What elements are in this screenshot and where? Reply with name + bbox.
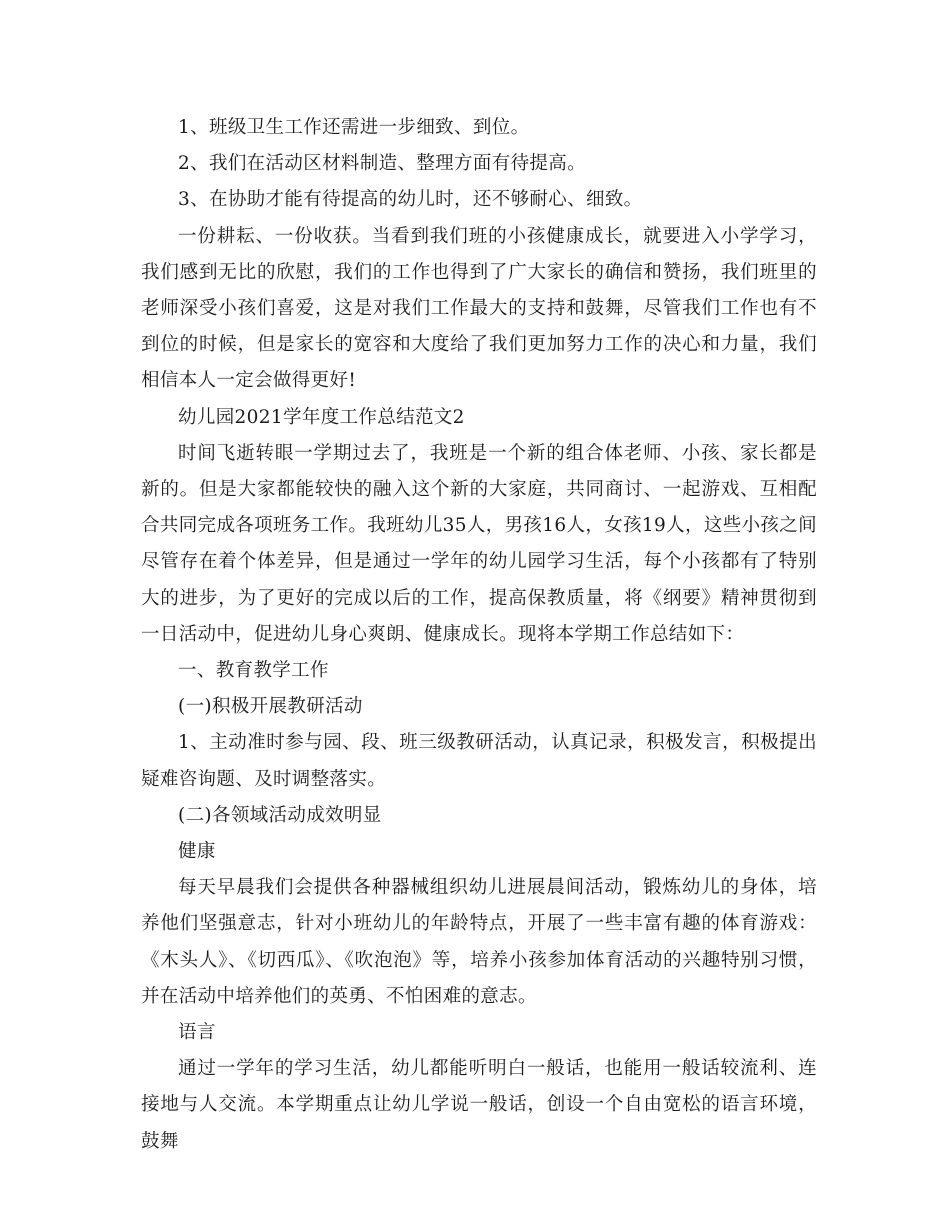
paragraph-language: 通过一学年的学习生活，幼儿都能听明白一般话，也能用一般话较流利、连接地与人交流。本学期重点让幼儿学说一般话，创设一个自由宽松的语言环境，鼓舞 xyxy=(141,1058,817,1152)
paragraph-research: 1、主动准时参与园、段、班三级教研活动，认真记录，积极发言，积极提出疑难咨询题、及时调整落实。 xyxy=(141,732,817,790)
paragraph-intro: 时间飞逝转眼一学期过去了，我班是一个新的组合体老师、小孩、家长都是新的。但是大家都能较快的融入这个新的大家庭，共同商讨、一起游戏、互相配合共同完成各项班务工作。我班幼儿35人，男孩16人，女孩19人，这些小孩之间尽管存在着个体差异，但是通过一学年的幼儿园学习生活，每个小孩都有了特别大的进步，为了更好的完成以后的工作，提高保教质量，将《纲要》精神贯彻到一日活动中，促进幼儿身心爽朗、健康成长。现将本学期工作总结如下： xyxy=(141,442,817,645)
subheading-research: (一)积极开展教研活动 xyxy=(178,696,363,718)
paragraph-health: 每天早晨我们会提供各种器械组织幼儿进展晨间活动，锻炼幼儿的身体，培养他们坚强意志，针对小班幼儿的年龄特点，开展了一些丰富有趣的体育游戏：《木头人》、《切西瓜》、《吹泡泡》等，培养小孩参加体育活动的兴趣特别习惯，并在活动中培养他们的英勇、不怕困难的意志。 xyxy=(141,877,817,1007)
paragraph-materials: 2、我们在活动区材料制造、整理方面有待提高。 xyxy=(178,153,586,175)
heading-teaching-work: 一、教育教学工作 xyxy=(178,660,329,682)
paragraph-hygiene: 1、班级卫生工作还需进一步细致、到位。 xyxy=(178,117,530,138)
document-body xyxy=(141,110,817,1160)
paragraph-patience: 3、在协助才能有待提高的幼儿时，还不够耐心、细致。 xyxy=(178,189,643,211)
heading-health: 健康 xyxy=(178,841,216,863)
heading-language: 语言 xyxy=(178,1022,216,1044)
section-heading-summary-2: 幼儿园2021学年度工作总结范文2 xyxy=(178,406,465,428)
paragraph-harvest: 一份耕耘、一份收获。当看到我们班的小孩健康成长，就要进入小学学习，我们感到无比的欣慰，我们的工作也得到了广大家长的确信和赞扬，我们班里的老师深受小孩们喜爱，这是对我们工作最大的支持和鼓舞，尽管我们工作也有不到位的时候，但是家长的宽容和大度给了我们更加努力工作的决心和力量，我们相信本人一定会做得更好! xyxy=(141,225,817,392)
subheading-domains: (二)各领域活动成效明显 xyxy=(178,804,382,826)
